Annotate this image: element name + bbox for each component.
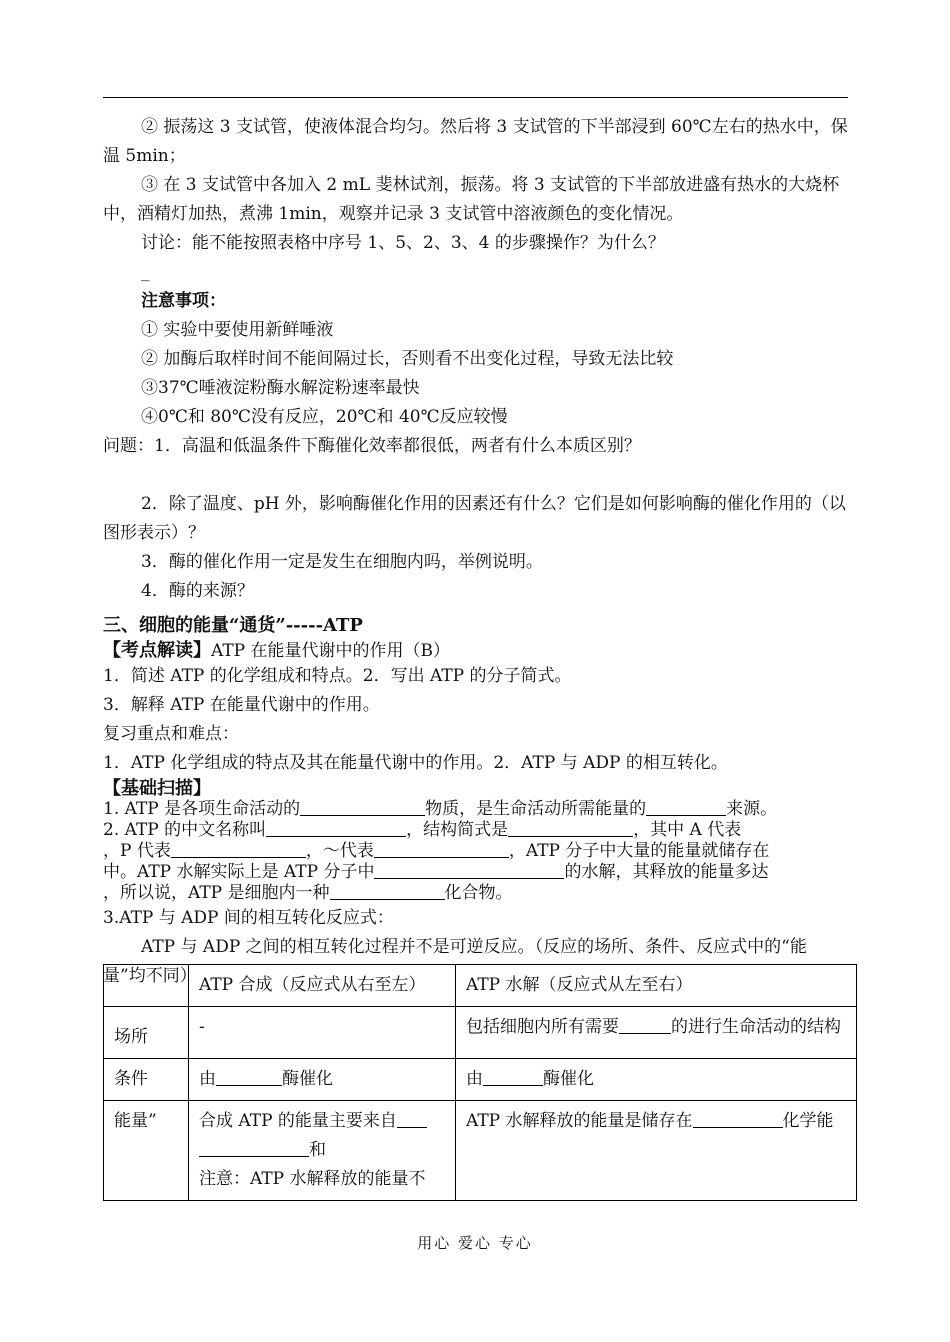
row-label-place: 场所 xyxy=(104,1007,189,1059)
fill-blank[interactable] xyxy=(171,841,306,858)
page-footer: 用心 爱心 专心 xyxy=(417,1234,533,1252)
row-label-energy: 能量” xyxy=(104,1101,189,1201)
reaction-note: ATP 与 ADP 之间的相互转化过程并不是可逆反应。（反应的场所、条件、反应式中的“能量”均不同） xyxy=(103,937,807,986)
table-cell: 包括细胞内所有需要 的进行生命活动的结构 xyxy=(456,1007,857,1059)
key-point-1: 1．简述 ATP 的化学组成和特点。2．写出 ATP 的分子简式。 xyxy=(103,666,572,686)
table-header-synthesis: ATP 合成（反应式从右至左） xyxy=(189,965,456,1007)
fill-blank[interactable] xyxy=(397,1111,427,1128)
row-label-condition: 条件 xyxy=(104,1059,189,1101)
fill-blank[interactable] xyxy=(266,820,406,837)
table-row xyxy=(104,1007,857,1059)
table-cell: 合成 ATP 的能量主要来自 和 注意：ATP 水解释放的能量不 xyxy=(189,1101,456,1201)
table-row xyxy=(104,1059,857,1101)
table-cell: 由 酶催化 xyxy=(189,1059,456,1101)
fill-4: 中。ATP 水解实际上是 ATP 分子中 的水解，其释放的能量多达 xyxy=(103,862,769,882)
note-3: ③37℃唾液淀粉酶水解淀粉速率最快 xyxy=(141,378,420,398)
reaction-title: 3.ATP 与 ADP 间的相互转化反应式： xyxy=(103,908,394,928)
question-1: 问题：1．高温和低温条件下酶催化效率都很低，两者有什么本质区别？ xyxy=(103,436,641,456)
discussion-blank: _ xyxy=(141,262,150,282)
fill-blank[interactable] xyxy=(693,1111,783,1128)
key-points-text: ATP 在能量代谢中的作用（B） xyxy=(211,641,451,661)
fill-blank[interactable] xyxy=(508,820,633,837)
review-title: 复习重点和难点： xyxy=(103,724,239,744)
question-2: 2．除了温度、pH 外，影响酶催化作用的因素还有什么？它们是如何影响酶的催化作用的（以图形表示）？ xyxy=(103,494,846,543)
table-cell xyxy=(104,965,189,1007)
fill-blank[interactable] xyxy=(374,841,509,858)
notes-title: 注意事项： xyxy=(141,291,226,311)
fill-3: ，P 代表 ，～代表 ，ATP 分子中大量的能量就储存在 xyxy=(103,841,770,861)
fill-2: 2. ATP 的中文名称叫 ，结构简式是 ，其中 A 代表 xyxy=(103,820,742,840)
review-points: 1．ATP 化学组成的特点及其在能量代谢中的作用。2．ATP 与 ADP 的相互转化。 xyxy=(103,753,728,773)
fill-5: ，所以说，ATP 是细胞内一种 化合物。 xyxy=(103,883,513,903)
note-2: ② 加酶后取样时间不能间隔过长，否则看不出变化过程，导致无法比较 xyxy=(141,349,674,369)
table-cell: ATP 水解释放的能量是储存在 化学能 xyxy=(456,1101,857,1201)
fill-blank[interactable] xyxy=(330,883,445,900)
note-1: ① 实验中要使用新鲜唾液 xyxy=(141,320,334,340)
discussion: 讨论：能不能按照表格中序号 1、5、2、3、4 的步骤操作？为什么？ xyxy=(141,233,665,253)
step-3: ③ 在 3 支试管中各加入 2 mL 斐林试剂，振荡。将 3 支试管的下半部放进盛有热水的大烧杯中，酒精灯加热，煮沸 1min，观察并记录 3 支试管中溶液颜色的变化情况。 xyxy=(103,175,840,224)
table-row xyxy=(104,1101,857,1201)
fill-blank[interactable] xyxy=(646,799,726,816)
fill-blank[interactable] xyxy=(374,862,564,879)
fill-1: 1. ATP 是各项生命活动的 物质，是生命活动所需能量的 来源。 xyxy=(103,799,778,819)
header-rule xyxy=(103,97,848,98)
table-row xyxy=(104,965,857,1007)
fill-blank[interactable] xyxy=(483,1069,543,1086)
question-3: 3．酶的催化作用一定是发生在细胞内吗，举例说明。 xyxy=(141,552,543,572)
basic-scan-label: 【基础扫描】 xyxy=(103,778,211,799)
document-body xyxy=(103,113,848,991)
key-points-label: 【考点解读】 xyxy=(103,640,211,661)
atp-table xyxy=(103,964,857,1201)
table-cell: - xyxy=(189,1007,456,1059)
fill-blank[interactable] xyxy=(619,1017,671,1034)
note-4: ④0℃和 80℃没有反应，20℃和 40℃反应较慢 xyxy=(141,407,508,427)
section-title: 三、细胞的能量“通货”-----ATP xyxy=(103,615,363,636)
table-header-hydrolysis: ATP 水解（反应式从左至右） xyxy=(456,965,857,1007)
step-2: ② 振荡这 3 支试管，使液体混合均匀。然后将 3 支试管的下半部浸到 60℃左右的热水中，保温 5min； xyxy=(103,117,848,166)
fill-blank[interactable] xyxy=(300,799,425,816)
fill-blank[interactable] xyxy=(216,1069,282,1086)
table-cell: 由 酶催化 xyxy=(456,1059,857,1101)
key-points xyxy=(103,640,848,662)
fill-blank[interactable] xyxy=(199,1140,309,1157)
key-point-2: 3．解释 ATP 在能量代谢中的作用。 xyxy=(103,695,380,715)
question-4: 4．酶的来源？ xyxy=(141,581,254,601)
